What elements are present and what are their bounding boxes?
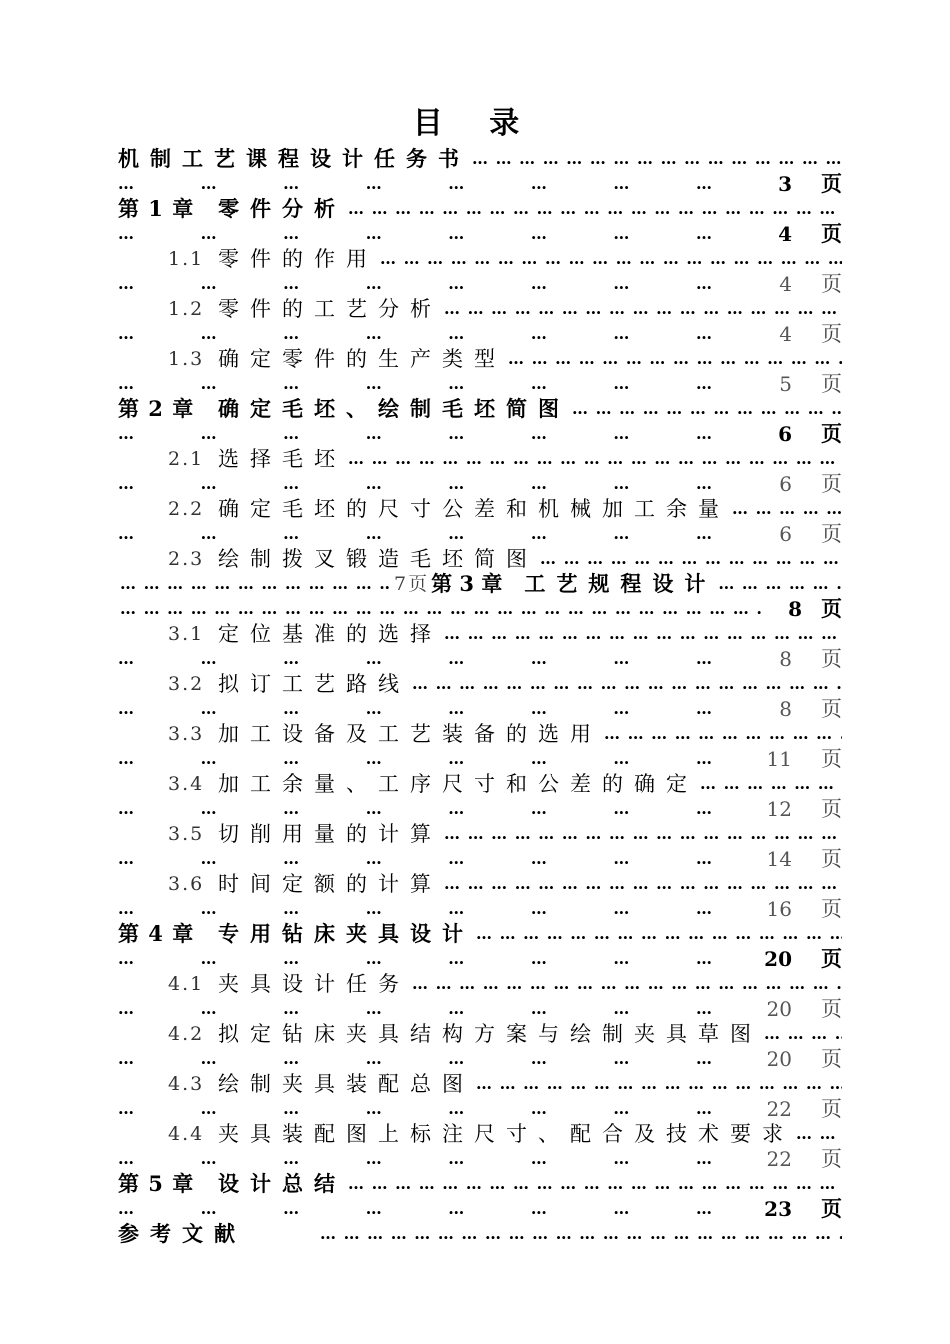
leader-dots: [118, 571, 390, 597]
leader-dots: [118, 471, 732, 497]
leader-dots: [442, 821, 842, 847]
toc-entry[interactable]: [118, 921, 842, 971]
leader-dots: [602, 721, 842, 747]
toc-entry-number: 4.4: [168, 1123, 205, 1145]
toc-entry-number: 1.2: [168, 298, 205, 320]
leader-dots: [474, 1071, 842, 1097]
toc-entry-page: 4: [779, 322, 792, 346]
leader-dots: [506, 346, 842, 372]
toc-entry-page: 6: [779, 472, 792, 496]
toc-entry-page-inline: [394, 571, 427, 597]
page-unit: 页: [821, 372, 842, 396]
toc-entry[interactable]: [118, 671, 842, 721]
toc-entry-page: 8: [788, 597, 802, 621]
leader-dots: [716, 571, 842, 597]
toc-entry[interactable]: [118, 196, 842, 246]
toc-entry-page: 23: [764, 1197, 792, 1221]
toc-entry[interactable]: [118, 871, 842, 921]
toc-entry[interactable]: [118, 1221, 842, 1251]
toc-entry[interactable]: [118, 621, 842, 671]
toc-entry-page: 22: [766, 1097, 792, 1121]
leader-dots: [570, 396, 842, 422]
toc-entry-number: 1.3: [168, 348, 205, 370]
toc-entry-title: 切削用量的计算: [218, 822, 442, 846]
toc-entry-page: 8: [779, 647, 792, 671]
toc-entry-title: 设计总结: [218, 1171, 346, 1196]
toc-entry-page: 14: [766, 847, 792, 871]
toc-entry-page: 22: [766, 1147, 792, 1171]
toc-entry-number: 4.2: [168, 1023, 205, 1045]
toc-entry[interactable]: [118, 721, 842, 771]
toc-entry-number: 2.3: [168, 548, 205, 570]
leader-dots: [118, 171, 732, 197]
leader-dots: [118, 646, 732, 672]
toc-entry[interactable]: [118, 496, 842, 546]
toc-entry-number: 2.1: [168, 448, 205, 470]
page-unit: 页: [821, 697, 842, 721]
toc-entry[interactable]: [118, 1171, 842, 1221]
page-unit: 页: [821, 897, 842, 921]
leader-dots: [538, 546, 842, 572]
leader-dots: [118, 696, 732, 722]
toc-entry-number: 4.3: [168, 1073, 205, 1095]
toc-entry-page: 6: [778, 422, 792, 446]
toc-entry-number: 3.5: [168, 823, 205, 845]
toc-entry-number: 3.3: [168, 723, 205, 745]
toc-entry[interactable]: [118, 346, 842, 396]
toc-entry-title: 确定毛坯的尺寸公差和机械加工余量: [218, 497, 730, 521]
page-unit: 页: [821, 1147, 842, 1171]
page-unit: 页: [821, 322, 842, 346]
leader-dots: [118, 521, 732, 547]
toc-entry-page: 4: [779, 272, 792, 296]
leader-dots: [470, 146, 842, 172]
leader-dots: [346, 1171, 842, 1197]
toc-entry-page: 12: [766, 797, 792, 821]
toc-entry-title: 定位基准的选择: [218, 622, 442, 646]
toc-entry[interactable]: [118, 446, 842, 496]
toc-entry[interactable]: [118, 821, 842, 871]
toc-entry[interactable]: [118, 1121, 842, 1171]
toc-entry-continuation[interactable]: [118, 596, 842, 621]
leader-dots: [118, 421, 732, 447]
leader-dots: [118, 846, 732, 872]
toc-entry-number: 第 5 章: [118, 1171, 195, 1196]
page-unit: 页: [821, 747, 842, 771]
toc-entry-title: 参考文献: [118, 1221, 246, 1246]
toc-entry-number[interactable]: 第 3 章: [431, 571, 503, 596]
page-title: 目 录: [412, 106, 538, 141]
page-unit: 页: [821, 1196, 842, 1221]
toc-entry-title: 绘制拨叉锻造毛坯简图: [218, 547, 538, 571]
page-unit: 页: [821, 472, 842, 496]
toc-entry-page: 20: [766, 1047, 792, 1071]
toc-entry-title: 夹具装配图上标注尺寸、配合及技术要求: [218, 1122, 794, 1146]
toc-entry[interactable]: [118, 146, 842, 196]
leader-dots: [346, 446, 842, 472]
toc-entry-number: 第 4 章: [118, 921, 195, 946]
table-of-contents: [118, 146, 842, 1251]
toc-entry-page: 8: [779, 697, 792, 721]
toc-entry-number: 4.1: [168, 973, 205, 995]
toc-entry-page: 3: [778, 172, 792, 196]
leader-dots: [442, 871, 842, 897]
toc-entry-page: 7: [394, 573, 407, 595]
leader-dots: [118, 1096, 732, 1122]
leader-dots: [762, 1021, 842, 1047]
leader-dots: [474, 921, 842, 947]
page-unit: 页: [821, 946, 842, 971]
toc-entry-page: 5: [779, 372, 792, 396]
leader-dots: [118, 1046, 732, 1072]
toc-entry-title: 零件的工艺分析: [218, 297, 442, 321]
toc-entry-number: 第 2 章: [118, 396, 195, 421]
toc-entry-title: 零件分析: [218, 196, 346, 221]
leader-dots: [410, 971, 842, 997]
toc-entry[interactable]: [118, 1021, 842, 1071]
leader-dots: [118, 221, 732, 247]
toc-entry-title: 夹具设计任务: [218, 972, 410, 996]
leader-dots: [118, 1196, 732, 1222]
toc-entry-title: 选择毛坯: [218, 447, 346, 471]
toc-entry-title: 零件的作用: [218, 247, 378, 271]
toc-entry-number: 1.1: [168, 248, 205, 270]
leader-dots: [442, 296, 842, 322]
toc-entry[interactable]: [118, 771, 842, 821]
toc-entry-number: 3.4: [168, 773, 205, 795]
toc-entry-title: 机制工艺课程设计任务书: [118, 146, 470, 171]
toc-entry-title: 加工余量、工序尺寸和公差的确定: [218, 772, 698, 796]
page-unit: 页: [821, 997, 842, 1021]
toc-entry-title: 确定零件的生产类型: [218, 347, 506, 371]
toc-entry-page: 11: [766, 747, 792, 771]
leader-dots: [118, 1146, 732, 1172]
leader-dots: [118, 271, 732, 297]
leader-dots: [346, 196, 842, 222]
page-unit: 页: [821, 1047, 842, 1071]
toc-entry[interactable]: [118, 971, 842, 1021]
toc-entry-title[interactable]: 工艺规程设计: [524, 571, 717, 596]
leader-dots: [442, 621, 842, 647]
page-unit: 页: [821, 171, 842, 196]
page-unit: 页: [821, 221, 842, 246]
toc-entry[interactable]: [118, 246, 842, 296]
leader-dots: [118, 746, 732, 772]
page-unit: 页: [821, 797, 842, 821]
page-unit: 页: [821, 596, 842, 621]
toc-entry-page: 6: [779, 522, 792, 546]
page-unit: 页: [821, 272, 842, 296]
toc-entry[interactable]: [118, 1071, 842, 1121]
leader-dots: [794, 1121, 842, 1147]
toc-entry-title: 专用钻床夹具设计: [218, 921, 474, 946]
toc-entry-page: 16: [766, 897, 792, 921]
toc-entry-page: 20: [764, 947, 792, 971]
leader-dots: [118, 996, 732, 1022]
page-unit: 页: [408, 573, 428, 595]
toc-entry-number: 3.2: [168, 673, 205, 695]
leader-dots: [698, 771, 842, 797]
leader-dots: [730, 496, 842, 522]
toc-entry-number: 2.2: [168, 498, 205, 520]
leader-dots: [410, 671, 842, 697]
page-unit: 页: [821, 522, 842, 546]
toc-entry-title: 绘制夹具装配总图: [218, 1072, 474, 1096]
leader-dots: [118, 946, 732, 972]
toc-entry-title: 确定毛坯、绘制毛坯简图: [218, 396, 570, 421]
toc-entry-page: 20: [766, 997, 792, 1021]
leader-dots: [118, 596, 762, 622]
toc-entry-title: 时间定额的计算: [218, 872, 442, 896]
leader-dots: [118, 896, 732, 922]
toc-entry-number: 3.1: [168, 623, 205, 645]
toc-entry-title: 拟定钻床夹具结构方案与绘制夹具草图: [218, 1022, 762, 1046]
leader-dots: [118, 371, 732, 397]
leader-dots: [318, 1221, 842, 1247]
toc-entry[interactable]: [118, 546, 842, 596]
toc-entry-title: 拟订工艺路线: [218, 672, 410, 696]
toc-entry-title: 加工设备及工艺装备的选用: [218, 722, 602, 746]
leader-dots: [118, 321, 732, 347]
leader-dots: [378, 246, 842, 272]
toc-entry[interactable]: [118, 396, 842, 446]
page-unit: 页: [821, 647, 842, 671]
page-unit: 页: [821, 421, 842, 446]
leader-dots: [118, 796, 732, 822]
page-unit: 页: [821, 847, 842, 871]
page-unit: 页: [821, 1097, 842, 1121]
toc-entry-number: 3.6: [168, 873, 205, 895]
toc-entry-page: 4: [778, 222, 792, 246]
toc-entry[interactable]: [118, 296, 842, 346]
toc-entry-number: 第 1 章: [118, 196, 195, 221]
